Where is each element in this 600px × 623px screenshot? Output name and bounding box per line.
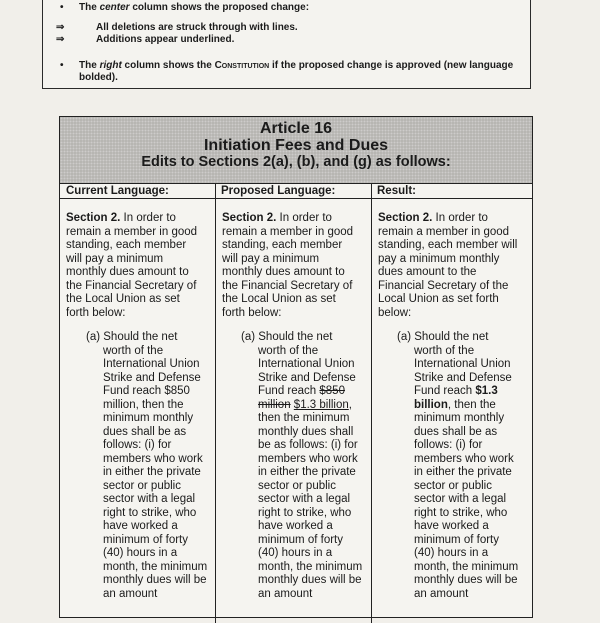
deleted-text: $850 <box>319 385 345 397</box>
result-heading: Result: <box>371 183 532 199</box>
text-line: sector with a legal <box>103 493 196 505</box>
text-line: have worked a <box>414 520 489 532</box>
text-line: be as follows: (i) for <box>258 439 358 451</box>
current-section-text <box>66 212 212 320</box>
current-language-heading: Current Language: <box>60 183 215 199</box>
text-line: monthly dues will be <box>103 574 207 586</box>
text-line: members who work <box>103 452 203 465</box>
text-line: monthly dues shall <box>258 425 354 438</box>
bullet-marker: • <box>60 2 64 13</box>
amended-amount-line <box>397 385 527 399</box>
text-line: right to strike, who <box>103 506 197 519</box>
proposed-section-2 <box>222 212 368 320</box>
text-line: Financial Secretary of the <box>378 279 509 292</box>
text-line: (a) Should the net <box>241 331 333 343</box>
article-number: Article 16 <box>259 120 333 137</box>
proposed-section-text <box>222 212 368 320</box>
amended-amount-line <box>241 385 369 399</box>
article-header <box>60 117 532 184</box>
text-line: (a) Should the net <box>397 331 489 343</box>
text-line: forth below: <box>222 306 282 319</box>
text-line: pay a minimum monthly <box>378 252 500 265</box>
text-line: worth of the <box>258 344 319 357</box>
text-line: International Union <box>414 358 511 370</box>
text-line: remain a member in good <box>66 225 198 238</box>
result-section-2 <box>378 212 526 320</box>
text-line: standing, each member <box>66 239 187 251</box>
text-line: in either the private <box>258 466 356 478</box>
text-line: minimum monthly <box>414 412 505 424</box>
text-line: the Financial Secretary of <box>66 279 197 292</box>
text-line: Strike and Defense <box>414 371 512 384</box>
section-label: Section 2. <box>66 212 121 224</box>
article-title: Initiation Fees and Dues <box>203 137 389 154</box>
text-line: In order to <box>435 212 488 224</box>
bullet-marker: • <box>60 60 64 71</box>
instruction-additions: Additions appear underlined. <box>96 34 235 45</box>
text-line: worth of the <box>414 344 475 357</box>
text-line: worth of the <box>103 344 164 357</box>
text-line: (40) hours in a <box>103 547 178 559</box>
text-line: below: <box>378 306 412 319</box>
text-line: (40) hours in a <box>414 547 489 559</box>
text-line: monthly dues amount to <box>222 266 345 278</box>
text-line: In order to <box>279 212 332 224</box>
text-line: Fund reach <box>258 385 317 397</box>
article-subtitle: Edits to Sections 2(a), (b), and (g) as follows: <box>141 154 451 170</box>
text-line: forth below: <box>66 306 126 319</box>
text-line: in either the private <box>414 466 512 478</box>
text-line: Strike and Defense <box>103 371 201 384</box>
result-section-text <box>378 212 526 320</box>
text-line: dues shall be as <box>103 425 187 438</box>
instruction-center-column: The center column shows the proposed change: <box>79 2 310 13</box>
section-label: Section 2. <box>378 212 433 224</box>
text-line: dues amount to the <box>378 266 477 278</box>
text-line: the Financial Secretary of <box>222 279 353 292</box>
text-line: an amount <box>103 587 158 600</box>
text-line: have worked a <box>258 520 333 532</box>
result-subsection-a <box>397 331 527 601</box>
text-line: members who work <box>258 452 358 465</box>
deleted-text: million <box>258 398 291 411</box>
text-line: have worked a <box>103 520 178 532</box>
text-line: then the minimum <box>258 412 350 424</box>
text-line: monthly dues will be <box>414 574 518 586</box>
text-line: monthly dues will be <box>258 574 362 586</box>
text-line: will pay a minimum <box>66 252 164 265</box>
text-line: remain a member in good <box>378 225 510 238</box>
arrow-icon: ⇒ <box>56 22 65 33</box>
text-line: month, the minimum <box>258 560 363 573</box>
proposed-language-heading: Proposed Language: <box>215 183 371 199</box>
new-language-text: $1.3 <box>475 385 498 397</box>
text-line: the Local Union as set <box>66 293 180 305</box>
text-line: sector or public <box>103 479 181 492</box>
instruction-deletions: All deletions are struck through with lines. <box>96 22 298 33</box>
text-line: , then the <box>447 398 496 411</box>
text-line: monthly dues amount to <box>66 266 189 278</box>
text-line: right to strike, who <box>258 506 352 519</box>
text-line: Fund reach <box>414 385 473 397</box>
proposed-subsection-a <box>241 331 369 601</box>
text-line: follows: (i) for <box>414 439 483 451</box>
text-line: International Union <box>103 358 200 370</box>
current-subsection-a <box>86 331 214 601</box>
text-line: in either the private <box>103 466 201 478</box>
text-line: (a) Should the net <box>86 331 178 343</box>
text-line: In order to <box>123 212 176 224</box>
amended-amount-line <box>397 399 527 413</box>
amended-amount-line: million $1.3 billion, <box>258 398 352 411</box>
text-line: month, the minimum <box>103 560 208 573</box>
section-label: Section 2. <box>222 212 277 224</box>
text-line: standing, each member will <box>378 239 518 251</box>
text-line: minimum of forty <box>258 533 343 546</box>
text-line: minimum of forty <box>103 533 188 546</box>
text-line: follows: (i) for <box>103 439 172 451</box>
text-line: will pay a minimum <box>222 252 320 265</box>
text-line: an amount <box>414 587 469 600</box>
column-divider <box>215 183 216 623</box>
new-language-text: billion <box>414 398 448 411</box>
text-line: right to strike, who <box>414 506 508 519</box>
text-line: standing, each member <box>222 239 343 251</box>
text-line: an amount <box>258 587 313 600</box>
text-line: Fund reach $850 <box>103 385 190 397</box>
text-line: month, the minimum <box>414 560 519 573</box>
instructions-box <box>42 0 531 89</box>
text-line: minimum of forty <box>414 533 499 546</box>
arrow-icon: ⇒ <box>56 34 65 45</box>
text-line: Local Union as set forth <box>378 293 499 305</box>
column-divider <box>371 183 372 623</box>
text-line: Strike and Defense <box>258 371 356 384</box>
text-line: dues shall be as <box>414 425 498 438</box>
text-line: members who work <box>414 452 514 465</box>
text-line: million, then the <box>103 398 184 411</box>
article-table <box>59 116 533 618</box>
text-line: sector or public <box>414 479 492 492</box>
instruction-right-column: The right column shows the Constitution if the proposed change is approved (new language bolded). <box>79 60 514 83</box>
text-line: International Union <box>258 358 355 370</box>
added-text: $1.3 billion <box>293 398 349 411</box>
text-line: sector with a legal <box>414 493 507 505</box>
text-line: sector with a legal <box>258 493 351 505</box>
text-line: the Local Union as set <box>222 293 336 305</box>
text-line: sector or public <box>258 479 336 492</box>
text-line: minimum monthly <box>103 412 194 424</box>
text-line: remain a member in good <box>222 225 354 238</box>
current-section-2 <box>66 212 212 320</box>
text-line: (40) hours in a <box>258 547 333 559</box>
